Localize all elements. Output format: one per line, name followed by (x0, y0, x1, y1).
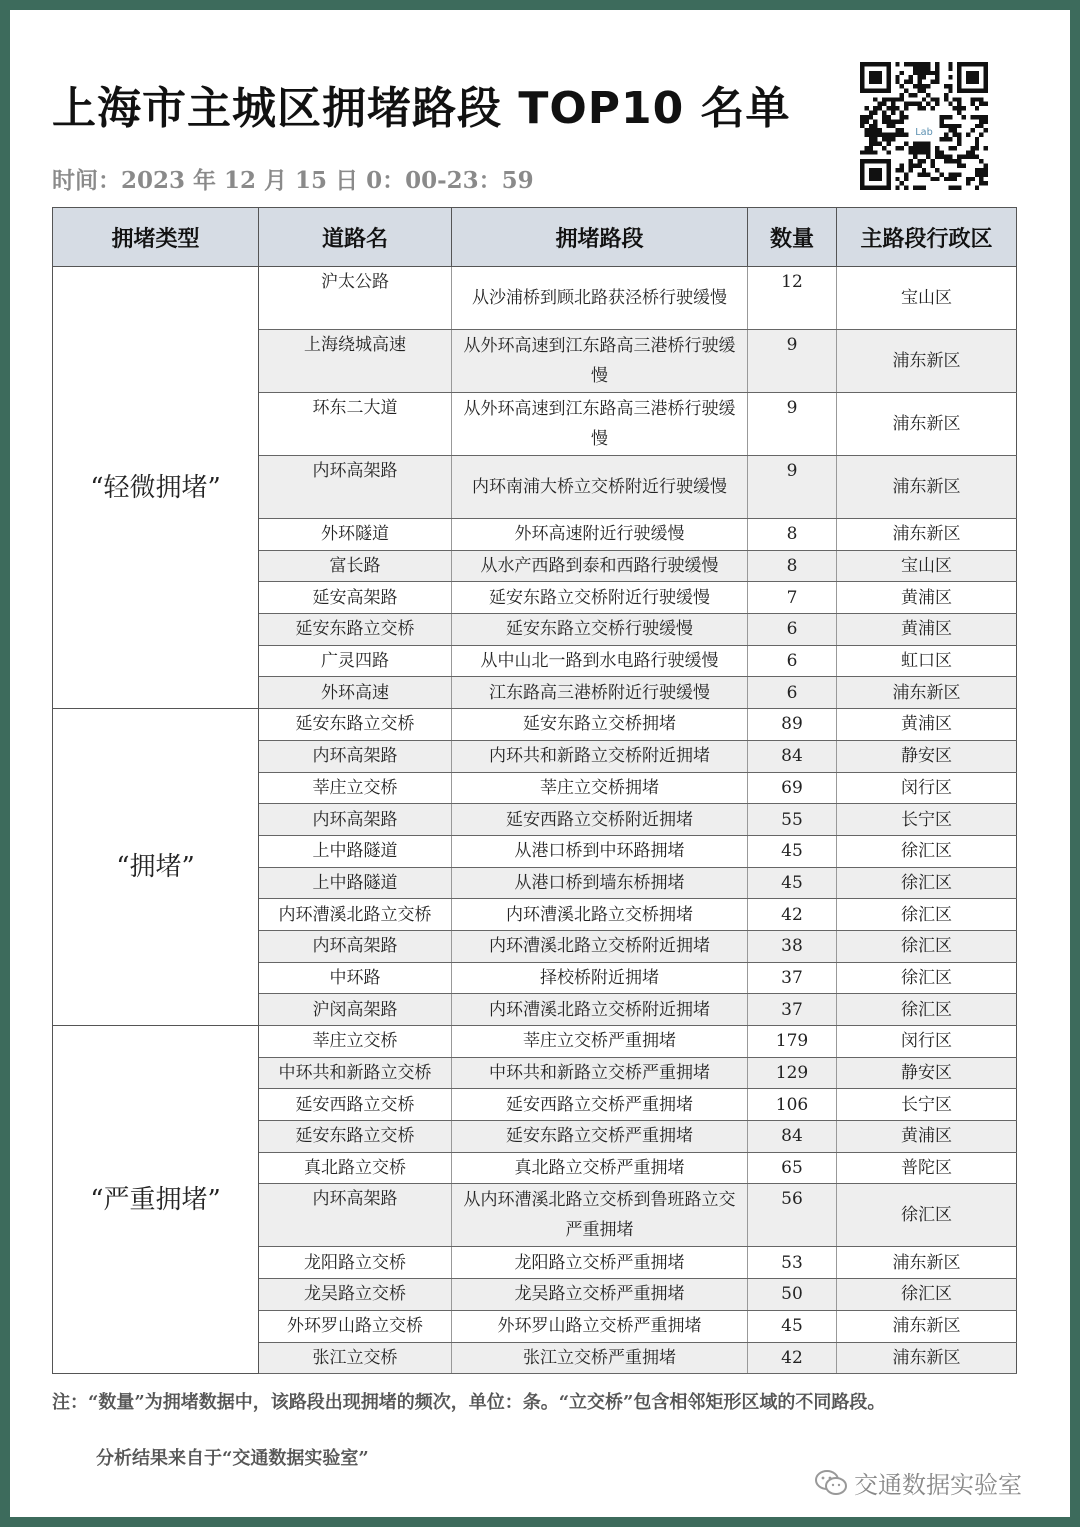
district-cell: 徐汇区 (837, 994, 1017, 1026)
watermark (814, 1465, 1022, 1500)
count-cell: 38 (748, 930, 837, 962)
count-cell: 89 (748, 709, 837, 741)
road-name-cell: 中环共和新路立交桥 (259, 1057, 452, 1089)
count-cell: 8 (748, 519, 837, 551)
road-name-cell: 延安西路立交桥 (259, 1089, 452, 1121)
district-cell: 浦东新区 (837, 1310, 1017, 1342)
road-name-cell: 外环隧道 (259, 519, 452, 551)
road-name-cell: 延安东路立交桥 (259, 709, 452, 741)
header-district: 主路段行政区 (837, 208, 1017, 267)
time-range: 时间：2023 年 12 月 15 日 0：00-23：59 (52, 167, 534, 194)
road-name-cell: 环东二大道 (259, 393, 452, 456)
page (10, 10, 1070, 1517)
district-cell: 徐汇区 (837, 867, 1017, 899)
count-cell: 45 (748, 1310, 837, 1342)
district-cell: 浦东新区 (837, 330, 1017, 393)
road-name-cell: 内环高架路 (259, 740, 452, 772)
segment-cell: 莘庄立交桥拥堵 (452, 772, 748, 804)
segment-cell: 延安东路立交桥严重拥堵 (452, 1121, 748, 1153)
road-name-cell: 真北路立交桥 (259, 1152, 452, 1184)
district-cell: 徐汇区 (837, 1279, 1017, 1311)
segment-cell: 内环漕溪北路立交桥附近拥堵 (452, 930, 748, 962)
segment-cell: 延安东路立交桥附近行驶缓慢 (452, 582, 748, 614)
segment-cell: 延安西路立交桥附近拥堵 (452, 804, 748, 836)
district-cell: 徐汇区 (837, 962, 1017, 994)
segment-cell: 外环高速附近行驶缓慢 (452, 519, 748, 551)
page-title: 上海市主城区拥堵路段 TOP10 名单 (52, 83, 791, 134)
segment-cell: 从沙浦桥到顾北路获泾桥行驶缓慢 (452, 267, 748, 330)
congestion-type-label: “轻微拥堵” (53, 267, 259, 709)
road-name-cell: 延安东路立交桥 (259, 614, 452, 646)
congestion-type-label: “严重拥堵” (53, 1026, 259, 1374)
count-cell: 12 (748, 267, 837, 330)
segment-cell: 内环漕溪北路立交桥拥堵 (452, 899, 748, 931)
header-congestion-type: 拥堵类型 (53, 208, 259, 267)
segment-cell: 从内环漕溪北路立交桥到鲁班路立交严重拥堵 (452, 1184, 748, 1247)
count-cell: 45 (748, 867, 837, 899)
count-cell: 37 (748, 994, 837, 1026)
road-name-cell: 上海绕城高速 (259, 330, 452, 393)
qr-logo-text: Lab (915, 126, 933, 138)
district-cell: 黄浦区 (837, 709, 1017, 741)
count-cell: 9 (748, 393, 837, 456)
segment-cell: 张江立交桥严重拥堵 (452, 1342, 748, 1374)
road-name-cell: 外环高速 (259, 677, 452, 709)
segment-cell: 从港口桥到墙东桥拥堵 (452, 867, 748, 899)
road-name-cell: 张江立交桥 (259, 1342, 452, 1374)
road-name-cell: 莘庄立交桥 (259, 1026, 452, 1058)
district-cell: 静安区 (837, 1057, 1017, 1089)
segment-cell: 龙吴路立交桥严重拥堵 (452, 1279, 748, 1311)
district-cell: 长宁区 (837, 804, 1017, 836)
segment-cell: 外环罗山路立交桥严重拥堵 (452, 1310, 748, 1342)
count-cell: 42 (748, 899, 837, 931)
count-cell: 6 (748, 677, 837, 709)
district-cell: 徐汇区 (837, 1184, 1017, 1247)
count-cell: 9 (748, 330, 837, 393)
district-cell: 浦东新区 (837, 519, 1017, 551)
segment-cell: 延安东路立交桥行驶缓慢 (452, 614, 748, 646)
district-cell: 长宁区 (837, 1089, 1017, 1121)
header-count: 数量 (748, 208, 837, 267)
segment-cell: 从港口桥到中环路拥堵 (452, 835, 748, 867)
table-header-row (53, 208, 1017, 267)
district-cell: 闵行区 (837, 1026, 1017, 1058)
district-cell: 闵行区 (837, 772, 1017, 804)
count-cell: 6 (748, 645, 837, 677)
district-cell: 静安区 (837, 740, 1017, 772)
road-name-cell: 沪闵高架路 (259, 994, 452, 1026)
table-row (53, 1026, 1017, 1058)
district-cell: 宝山区 (837, 267, 1017, 330)
district-cell: 黄浦区 (837, 1121, 1017, 1153)
segment-cell: 从中山北一路到水电路行驶缓慢 (452, 645, 748, 677)
road-name-cell: 上中路隧道 (259, 835, 452, 867)
segment-cell: 从外环高速到江东路高三港桥行驶缓慢 (452, 393, 748, 456)
count-cell: 55 (748, 804, 837, 836)
district-cell: 浦东新区 (837, 456, 1017, 519)
segment-cell: 中环共和新路立交桥严重拥堵 (452, 1057, 748, 1089)
segment-cell: 内环南浦大桥立交桥附近行驶缓慢 (452, 456, 748, 519)
watermark-text: 交通数据实验室 (854, 1471, 1022, 1499)
district-cell: 浦东新区 (837, 393, 1017, 456)
segment-cell: 从外环高速到江东路高三港桥行驶缓慢 (452, 330, 748, 393)
district-cell: 虹口区 (837, 645, 1017, 677)
count-cell: 37 (748, 962, 837, 994)
road-name-cell: 内环高架路 (259, 930, 452, 962)
footnote: 注：“数量”为拥堵数据中，该路段出现拥堵的频次，单位：条。“立交桥”包含相邻矩形区域的不同路段。 (52, 1392, 886, 1413)
count-cell: 7 (748, 582, 837, 614)
count-cell: 129 (748, 1057, 837, 1089)
road-name-cell: 龙阳路立交桥 (259, 1247, 452, 1279)
segment-cell: 莘庄立交桥严重拥堵 (452, 1026, 748, 1058)
count-cell: 84 (748, 1121, 837, 1153)
district-cell: 宝山区 (837, 550, 1017, 582)
congestion-table (52, 207, 1017, 1374)
district-cell: 浦东新区 (837, 1247, 1017, 1279)
road-name-cell: 广灵四路 (259, 645, 452, 677)
district-cell: 浦东新区 (837, 1342, 1017, 1374)
table-row (53, 709, 1017, 741)
segment-cell: 择校桥附近拥堵 (452, 962, 748, 994)
table-row (53, 267, 1017, 330)
header-road-name: 道路名 (259, 208, 452, 267)
count-cell: 8 (748, 550, 837, 582)
count-cell: 65 (748, 1152, 837, 1184)
count-cell: 179 (748, 1026, 837, 1058)
segment-cell: 延安东路立交桥拥堵 (452, 709, 748, 741)
congestion-type-label: “拥堵” (53, 709, 259, 1026)
count-cell: 84 (748, 740, 837, 772)
road-name-cell: 内环高架路 (259, 1184, 452, 1247)
road-name-cell: 延安高架路 (259, 582, 452, 614)
wechat-icon (814, 1469, 848, 1497)
segment-cell: 真北路立交桥严重拥堵 (452, 1152, 748, 1184)
segment-cell: 内环漕溪北路立交桥附近拥堵 (452, 994, 748, 1026)
district-cell: 普陀区 (837, 1152, 1017, 1184)
segment-cell: 江东路高三港桥附近行驶缓慢 (452, 677, 748, 709)
count-cell: 9 (748, 456, 837, 519)
district-cell: 黄浦区 (837, 614, 1017, 646)
district-cell: 浦东新区 (837, 677, 1017, 709)
road-name-cell: 莘庄立交桥 (259, 772, 452, 804)
source-credit: 分析结果来自于“交通数据实验室” (96, 1448, 369, 1469)
count-cell: 106 (748, 1089, 837, 1121)
district-cell: 徐汇区 (837, 835, 1017, 867)
count-cell: 56 (748, 1184, 837, 1247)
road-name-cell: 龙吴路立交桥 (259, 1279, 452, 1311)
road-name-cell: 内环高架路 (259, 456, 452, 519)
road-name-cell: 上中路隧道 (259, 867, 452, 899)
header-segment: 拥堵路段 (452, 208, 748, 267)
road-name-cell: 沪太公路 (259, 267, 452, 330)
count-cell: 45 (748, 835, 837, 867)
count-cell: 42 (748, 1342, 837, 1374)
count-cell: 53 (748, 1247, 837, 1279)
district-cell: 徐汇区 (837, 899, 1017, 931)
congestion-table-wrap (52, 207, 1017, 1374)
road-name-cell: 外环罗山路立交桥 (259, 1310, 452, 1342)
table-body (53, 267, 1017, 1374)
road-name-cell: 中环路 (259, 962, 452, 994)
segment-cell: 延安西路立交桥严重拥堵 (452, 1089, 748, 1121)
road-name-cell: 内环漕溪北路立交桥 (259, 899, 452, 931)
road-name-cell: 延安东路立交桥 (259, 1121, 452, 1153)
count-cell: 69 (748, 772, 837, 804)
segment-cell: 内环共和新路立交桥附近拥堵 (452, 740, 748, 772)
qr-code (860, 62, 988, 190)
road-name-cell: 富长路 (259, 550, 452, 582)
road-name-cell: 内环高架路 (259, 804, 452, 836)
count-cell: 6 (748, 614, 837, 646)
segment-cell: 龙阳路立交桥严重拥堵 (452, 1247, 748, 1279)
district-cell: 黄浦区 (837, 582, 1017, 614)
district-cell: 徐汇区 (837, 930, 1017, 962)
count-cell: 50 (748, 1279, 837, 1311)
segment-cell: 从水产西路到泰和西路行驶缓慢 (452, 550, 748, 582)
